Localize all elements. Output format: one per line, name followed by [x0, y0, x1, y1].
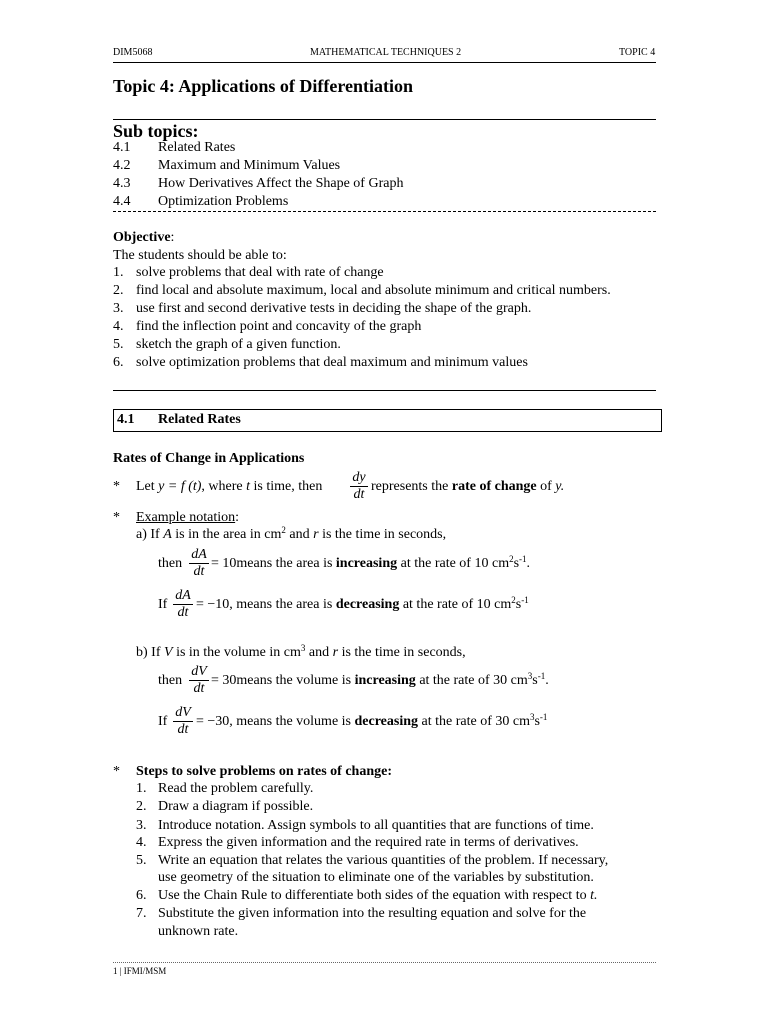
header-course-name: MATHEMATICAL TECHNIQUES 2 [310, 47, 462, 58]
objective-number: 1. [113, 265, 124, 280]
objective-intro: The students should be able to: [113, 248, 287, 263]
dA-dt-fraction: $\frac{dA}{dt}$ [173, 588, 193, 621]
example-b-increasing: = 30means the volume is increasing at the rate of 30 $cm^3s^{-1}$. [211, 671, 549, 688]
dashed-divider [113, 211, 656, 212]
bullet-star: * [113, 479, 120, 494]
step-text: use geometry of the situation to eliminate one of the variables by substitution. [158, 870, 594, 885]
subtopic-number: 4.4 [113, 194, 131, 209]
example-b-decreasing: = −30, means the volume is decreasing at the rate of 30 $cm^3s^{-1}$ [196, 712, 548, 729]
step-text: Use the Chain Rule to differentiate both sides of the equation with respect to t. [158, 888, 598, 903]
step-number: 6. [136, 888, 147, 903]
section-title: Related Rates [158, 412, 241, 427]
bullet-star: * [113, 510, 120, 525]
step-number: 4. [136, 835, 147, 850]
objective-number: 4. [113, 319, 124, 334]
objective-item: use first and second derivative tests in deciding the shape of the graph. [136, 301, 532, 316]
subtopics-heading: Sub topics: [113, 121, 199, 141]
example-a-decreasing: = −10, means the area is decreasing at the rate of 10 $cm^2s^{-1}$ [196, 595, 529, 612]
header-rule [113, 62, 656, 63]
example-a-increasing: = 10means the area is increasing at the rate of 10 $cm^2s^{-1}$. [211, 554, 531, 571]
objective-item: sketch the graph of a given function. [136, 337, 341, 352]
subtopic-number: 4.3 [113, 176, 131, 191]
objective-number: 6. [113, 355, 124, 370]
example-a-statement: a) If A is in the area in $cm^2$ and r is the time in seconds, [136, 525, 447, 542]
subtopic-label: Related Rates [158, 140, 236, 155]
objective-number: 2. [113, 283, 124, 298]
step-text: Introduce notation. Assign symbols to all quantities that are functions of time. [158, 818, 594, 833]
step-text: Express the given information and the required rate in terms of derivatives. [158, 835, 579, 850]
header-topic: TOPIC 4 [619, 47, 656, 58]
dV-dt-fraction: $\frac{dV}{dt}$ [189, 664, 209, 697]
step-text: Substitute the given information into the resulting equation and solve for the [158, 906, 587, 921]
objective-item: solve problems that deal with rate of change [136, 265, 384, 280]
step-number: 2. [136, 799, 147, 814]
dy-dt-fraction: $\frac{dy}{dt}$ [350, 470, 368, 503]
objective-item: find the inflection point and concavity of the graph [136, 319, 422, 334]
objective-item: solve optimization problems that deal maximum and minimum values [136, 355, 528, 370]
dA-dt-fraction: $\frac{dA}{dt}$ [189, 547, 209, 580]
example-b-statement: b) If V is in the volume in $cm^3$ and r is the time in seconds, [136, 643, 466, 660]
objective-number: 5. [113, 337, 124, 352]
step-number: 5. [136, 853, 147, 868]
title-rule [113, 119, 656, 120]
objective-number: 3. [113, 301, 124, 316]
footer-page-label: 1 | IFMI/MSM [113, 966, 167, 976]
page-title: Topic 4: Applications of Differentiation [113, 76, 414, 96]
step-text: unknown rate. [158, 924, 239, 939]
step-number: 1. [136, 781, 147, 796]
example-b-then: then [158, 673, 183, 688]
let-statement: Let y = f (t), where t is time, then [136, 479, 323, 494]
example-a-then: then [158, 556, 183, 571]
step-number: 3. [136, 818, 147, 833]
subtopic-label: Optimization Problems [158, 194, 289, 209]
example-notation-label: Example notation: [136, 510, 240, 525]
dV-dt-fraction: $\frac{dV}{dt}$ [173, 705, 193, 738]
footer-rule [113, 962, 656, 963]
example-a-if: If [158, 597, 168, 612]
section-number: 4.1 [117, 412, 135, 427]
step-text: Read the problem carefully. [158, 781, 314, 796]
example-b-if: If [158, 714, 168, 729]
step-text: Draw a diagram if possible. [158, 799, 314, 814]
header-course-code: DIM5068 [113, 47, 153, 58]
objective-item: find local and absolute maximum, local and absolute minimum and critical numbers. [136, 283, 611, 298]
step-number: 7. [136, 906, 147, 921]
let-statement-tail: represents the rate of change of y. [371, 479, 565, 494]
steps-heading: Steps to solve problems on rates of change: [136, 764, 393, 779]
rates-heading: Rates of Change in Applications [113, 451, 305, 466]
subtopic-label: Maximum and Minimum Values [158, 158, 341, 173]
objective-rule [113, 390, 656, 391]
step-text: Write an equation that relates the various quantities of the problem. If necessary, [158, 853, 609, 868]
objective-heading: Objective: [113, 230, 175, 245]
bullet-star: * [113, 764, 120, 779]
subtopic-number: 4.2 [113, 158, 131, 173]
subtopic-number: 4.1 [113, 140, 131, 155]
subtopic-label: How Derivatives Affect the Shape of Graph [158, 176, 404, 191]
